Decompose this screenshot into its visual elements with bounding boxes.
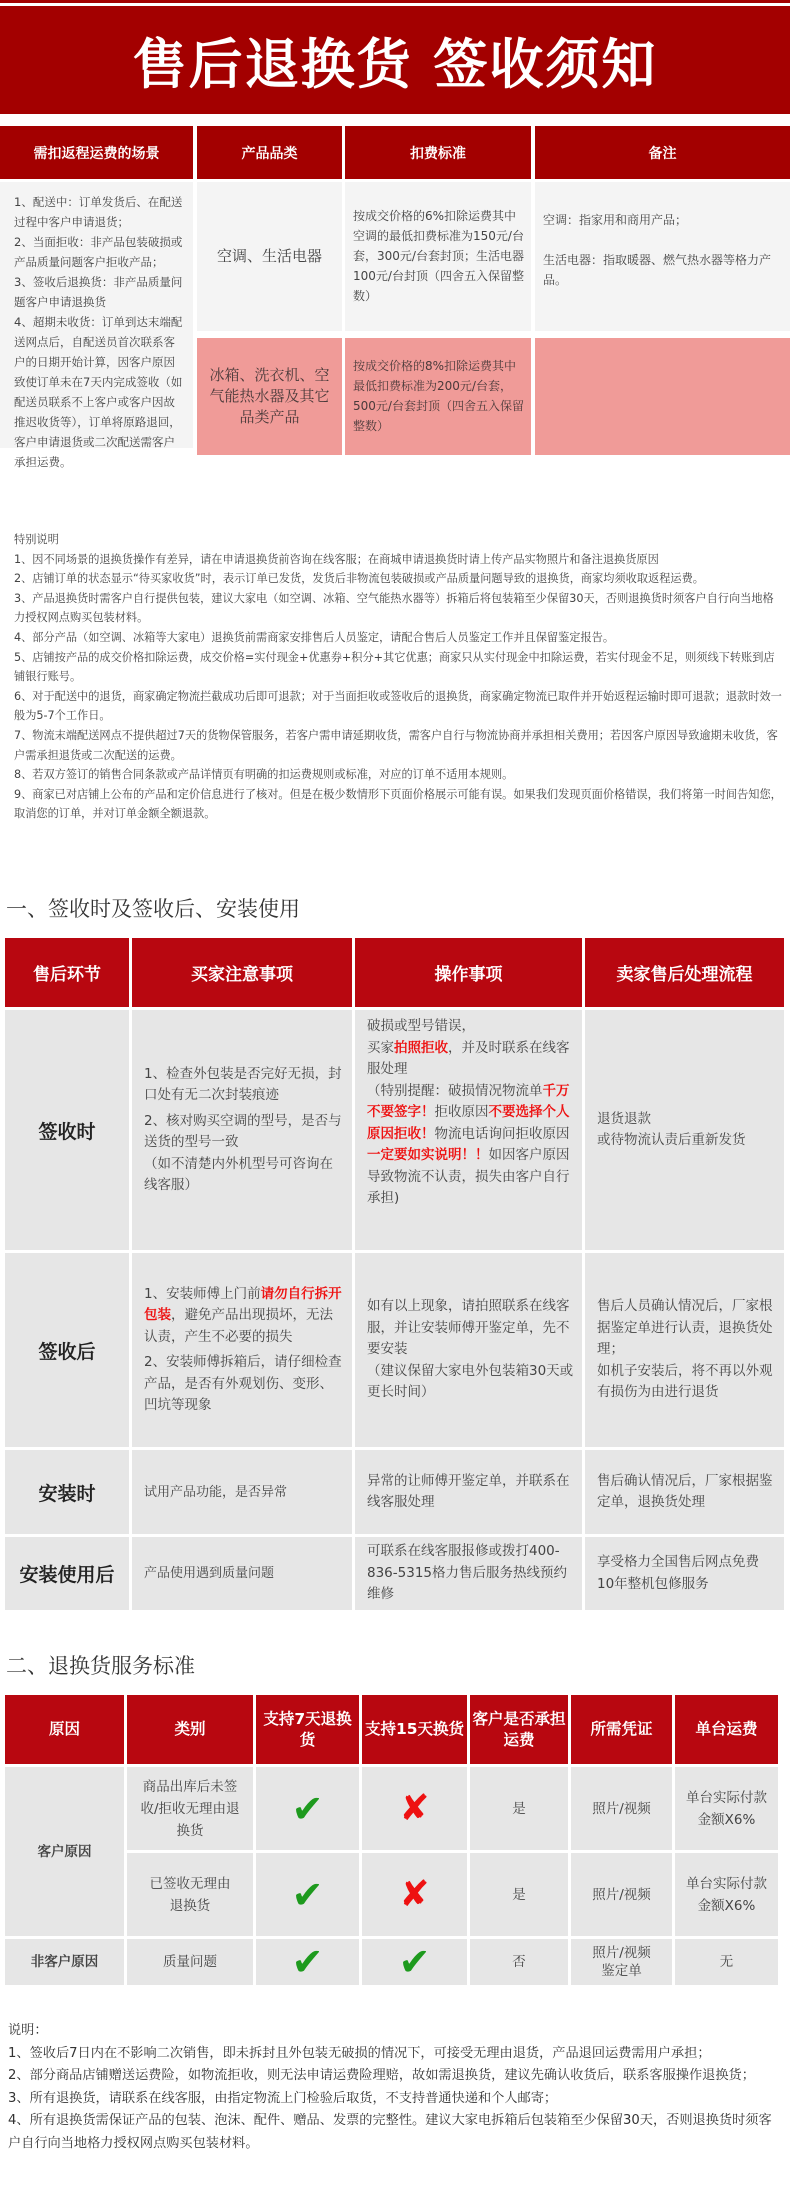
std-row-2-7day [256, 1853, 359, 1936]
sign-time-operation: 破损或型号错误， 买家拍照拒收，并及时联系在线客服处理 （特别提醒：破损情况物流单千万不要签字！拒收原因不要选择个人原因拒收！物流电话询问拒收原因一定要如实说明！！如因客户原因导致物流不认责，损失由客户自行承担) [355, 1010, 582, 1250]
special-note-item: 9、商家已对店铺上公布的产品和定价信息进行了核对。但是在极少数情形下页面价格展示可能有误。如果我们发现页面价格错误，我们将第一时间告知您，取消您的订单，并对订单金额全额退款。 [14, 787, 782, 821]
special-note-item: 3、产品退换货时需客户自行提供包装，建议大家电（如空调、冰箱、空气能热水器等）拆箱后将包装箱至少保留30天，否则退换货时须客户自行向当地格力授权网点购买包装材料。 [14, 591, 774, 625]
std-row-3-fee: 无 [675, 1939, 778, 1985]
std-row-1-proof: 照片/视频 [571, 1767, 672, 1850]
check-icon: ✔ [291, 1786, 324, 1831]
std-row-2-bear: 是 [470, 1853, 568, 1936]
special-note-item: 4、部分产品（如空调、冰箱等大家电）退换货前需商家安排售后人员鉴定，请配合售后人员鉴定工作并且保留鉴定报告。 [14, 630, 615, 644]
fee-table-header-category: 产品品类 [197, 126, 342, 179]
explanation-title: 说明： [8, 2023, 48, 2038]
after-install-operation: 可联系在线客服报修或拨打400-836-5315格力售后服务热线预约维修 [355, 1537, 582, 1610]
note-item: 空调：指家用和商用产品； [543, 213, 688, 227]
signing-header-stage: 售后环节 [5, 938, 129, 1007]
std-header-reason: 原因 [5, 1695, 124, 1764]
std-header-proof: 所需凭证 [571, 1695, 672, 1764]
signing-header-seller: 卖家售后处理流程 [585, 938, 784, 1007]
fee-table-header-standard: 扣费标准 [345, 126, 531, 179]
fee-row-1-standard: 按成交价格的6%扣除运费其中空调的最低扣费标准为150元/台套，300元/台套封顶；生活电器100元/台封顶（四舍五入保留整数） [345, 182, 531, 331]
std-header-category: 类别 [127, 1695, 253, 1764]
fee-row-2-category: 冰箱、洗衣机、空气能热水器及其它品类产品 [197, 338, 342, 455]
signing-header-buyer: 买家注意事项 [132, 938, 352, 1007]
banner [0, 6, 790, 114]
explanation-item: 1、签收后7日内在不影响二次销售，即未拆封且外包装无破损的情况下，可接受无理由退货，产品退回运费需用户承担； [8, 2045, 711, 2061]
std-row-3-15day [362, 1939, 467, 1985]
reason-non-customer: 非客户原因 [5, 1939, 124, 1985]
std-row-3-proof: 照片/视频鉴定单 [571, 1939, 672, 1985]
fee-table [0, 126, 790, 508]
std-row-1-7day [256, 1767, 359, 1850]
special-note-item: 8、若双方签订的销售合同条款或产品详情页有明确的扣运费规则或标准，对应的订单不适用本规则。 [14, 768, 514, 782]
std-row-1-15day [362, 1767, 467, 1850]
reason-customer: 客户原因 [5, 1767, 124, 1936]
explanation-item: 3、所有退换货，请联系在线客服，由指定物流上门检验后取货，不支持普通快递和个人邮寄； [8, 2090, 558, 2106]
std-row-3-category: 质量问题 [127, 1939, 253, 1985]
check-icon: ✔ [291, 1940, 324, 1984]
fee-row-1-notes [535, 182, 790, 331]
page-title: 售后退换货 签收须知 [132, 32, 658, 96]
sign-time-buyer: 1、检查外包装是否完好无损，封口处有无二次封装痕迹 2、核对购买空调的型号，是否与送货的型号一致 （如不清楚内外机型号可咨询在线客服） [132, 1010, 352, 1250]
signing-header-operation: 操作事项 [355, 938, 582, 1007]
top-rule [0, 0, 790, 3]
std-header-7day: 支持7天退换货 [256, 1695, 359, 1764]
note-item: 生活电器：指取暖器、燃气热水器等格力产品。 [543, 253, 772, 287]
std-row-2-fee: 单台实际付款金额X6% [675, 1853, 778, 1936]
stage-install: 安装时 [5, 1450, 129, 1534]
special-note-item: 1、因不同场景的退换货操作有差异，请在申请退换货前咨询在线客服；在商城申请退换货时请上传产品实物照片和备注退换货原因 [14, 552, 659, 566]
fee-row-1-category: 空调、生活电器 [197, 182, 342, 331]
std-row-1-bear: 是 [470, 1767, 568, 1850]
stage-sign-time: 签收时 [5, 1010, 129, 1250]
install-operation: 异常的让师傅开鉴定单，并联系在线客服处理 [355, 1450, 582, 1534]
section-2-title: 二、退换货服务标准 [6, 1654, 195, 1678]
special-note-item: 7、物流末端配送网点不提供超过7天的货物保管服务，若客户需申请延期收货，需客户自行与物流协商并承担相关费用；若因客户原因导致逾期未收货，客户需承担退货或二次配送的运费。 [14, 728, 778, 762]
cross-icon: ✘ [399, 1873, 430, 1915]
scenario-item: 3、签收后退换货：非产品质量问题客户申请退换货 [14, 275, 183, 309]
std-header-15day: 支持15天换货 [362, 1695, 467, 1764]
special-note-item: 6、对于配送中的退货，商家确定物流拦截成功后即可退款；对于当面拒收或签收后的退换货，商家确定物流已取件并开始返程运输时即可退款；退款时效一般为5-7个工作日。 [14, 689, 782, 723]
after-install-buyer: 产品使用遇到质量问题 [132, 1537, 352, 1610]
std-row-3-bear: 否 [470, 1939, 568, 1985]
install-seller: 售后确认情况后，厂家根据鉴定单，退换货处理 [585, 1450, 784, 1534]
special-notes [14, 530, 784, 824]
scenario-item: 1、配送中：订单发货后、在配送过程中客户申请退货； [14, 195, 183, 229]
special-note-item: 5、店铺按产品的成交价格扣除运费，成交价格=实付现金+优惠券+积分+其它优惠；商家只从实付现金中扣除运费，若实付现金不足，则须线下转账到店铺银行账号。 [14, 650, 775, 684]
scenario-item: 4、超期未收货：订单到达末端配送网点后，自配送员首次联系客户的日期开始计算，因客户原因致使订单未在7天内完成签收（如配送员联系不上客户或客户因故推迟收货等），订单将原路退回，客户申请退货或二次配送需客户承担运费。 [14, 315, 183, 469]
return-standard-table [0, 1695, 790, 1985]
special-notes-title: 特别说明 [14, 533, 59, 546]
fee-scenarios [0, 182, 193, 469]
std-row-2-15day [362, 1853, 467, 1936]
scenario-item: 2、当面拒收：非产品包装破损或产品质量问题客户拒收产品； [14, 235, 183, 269]
fee-row-2-standard: 按成交价格的8%扣除运费其中最低扣费标准为200元/台套，500元/台套封顶（四舍五入保留整数） [345, 338, 531, 455]
fee-table-header-notes: 备注 [535, 126, 790, 179]
check-icon: ✔ [398, 1940, 431, 1984]
sign-time-seller: 退货退款 或待物流认责后重新发货 [585, 1010, 784, 1250]
std-row-3-7day [256, 1939, 359, 1985]
section-1-title: 一、签收时及签收后、安装使用 [6, 897, 300, 921]
std-row-2-proof: 照片/视频 [571, 1853, 672, 1936]
std-header-bear-fee: 客户是否承担运费 [470, 1695, 568, 1764]
cross-icon: ✘ [399, 1787, 430, 1829]
after-sign-seller: 售后人员确认情况后，厂家根据鉴定单进行认责，退换货处理； 如机子安装后，将不再以外观有损伤为由进行退货 [585, 1253, 784, 1447]
stage-after-install: 安装使用后 [5, 1537, 129, 1610]
fee-table-header-scenario: 需扣返程运费的场景 [0, 126, 193, 179]
std-header-fee: 单台运费 [675, 1695, 778, 1764]
explanation-item: 4、所有退换货需保证产品的包装、泡沫、配件、赠品、发票的完整性。建议大家电拆箱后包装箱至少保留30天，否则退换货时须客户自行向当地格力授权网点购买包装材料。 [8, 2113, 772, 2151]
after-sign-operation: 如有以上现象，请拍照联系在线客服，并让安装师傅开鉴定单，先不要安装 （建议保留大家电外包装箱30天或更长时间） [355, 1253, 582, 1447]
stage-after-sign: 签收后 [5, 1253, 129, 1447]
fee-row-2-notes [535, 338, 790, 455]
after-install-seller: 享受格力全国售后网点免费10年整机包修服务 [585, 1537, 784, 1610]
std-row-2-category: 已签收无理由退换货 [127, 1853, 253, 1936]
std-row-1-fee: 单台实际付款金额X6% [675, 1767, 778, 1850]
after-sign-buyer: 1、安装师傅上门前请勿自行拆开包装，避免产品出现损坏，无法认责，产生不必要的损失 2、安装师傅拆箱后，请仔细检查产品，是否有外观划伤、变形、凹坑等现象 [132, 1253, 352, 1447]
special-note-item: 2、店铺订单的状态显示“待买家收货”时，表示订单已发货，发货后非物流包装破损或产品质量问题导致的退换货，商家均须收取返程运费。 [14, 572, 704, 586]
install-buyer: 试用产品功能，是否异常 [132, 1450, 352, 1534]
std-row-1-category: 商品出库后未签收/拒收无理由退换货 [127, 1767, 253, 1850]
explanation [8, 2020, 784, 2155]
check-icon: ✔ [291, 1872, 324, 1917]
explanation-item: 2、部分商品店铺赠送运费险，如物流拒收，则无法申请运费险理赔，故如需退换货，建议先确认收货后，联系客服操作退换货； [8, 2068, 755, 2083]
signing-table [0, 938, 790, 1610]
